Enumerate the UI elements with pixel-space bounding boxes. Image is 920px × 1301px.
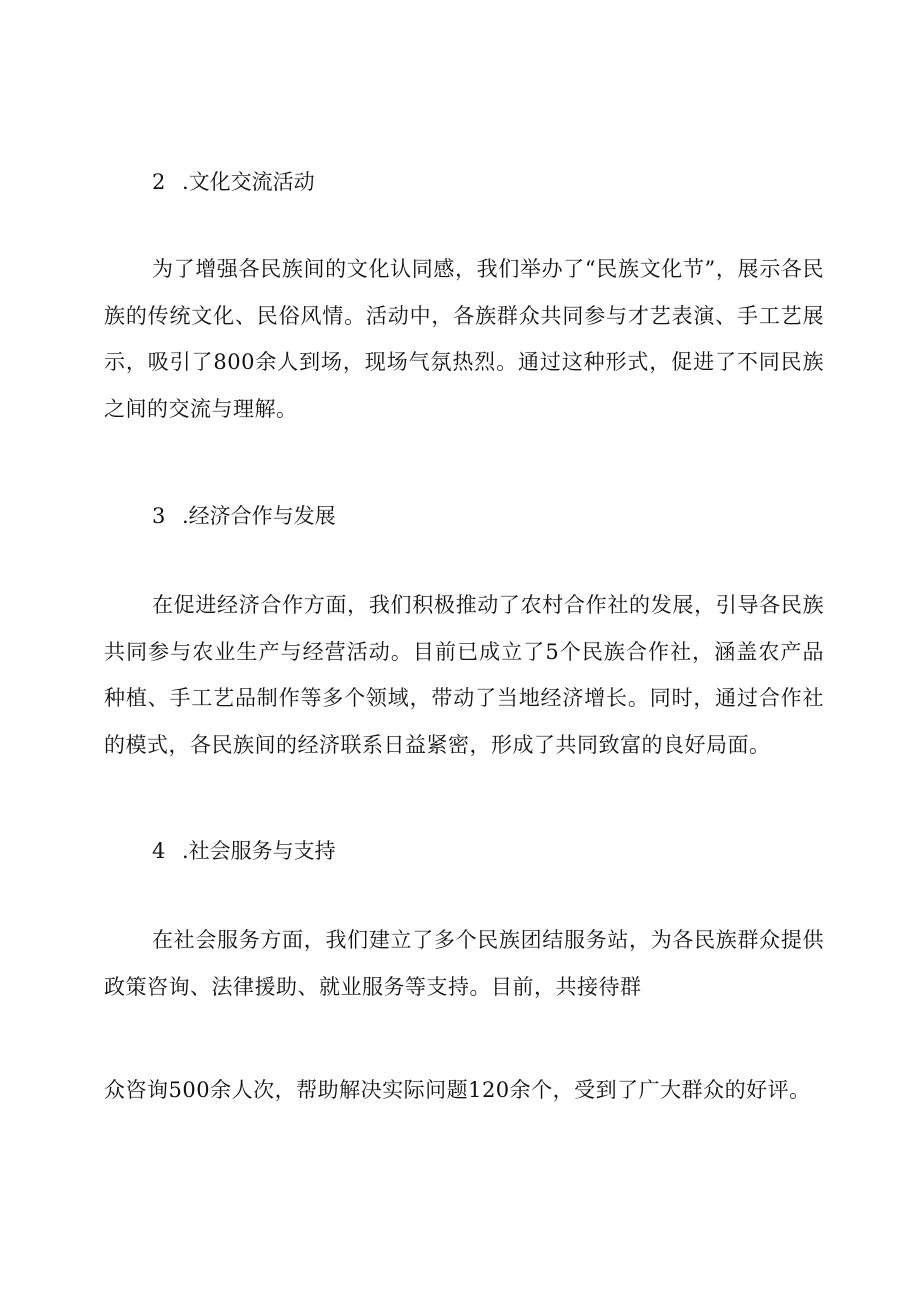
section-title: .经济合作与发展 [182, 504, 336, 528]
section-paragraph-2: 为了增强各民族间的文化认同感，我们举办了“民族文化节”，展示各民族的传统文化、民俗风情。活动中，各族群众共同参与才艺表演、手工艺展示，吸引了800余人到场，现场气氛热烈。通过这种形式，促进了不同民族之间的交流与理解。 [104, 257, 824, 421]
section-title: .社会服务与支持 [182, 839, 336, 863]
section-number: 3 [152, 504, 166, 528]
section-number: 4 [152, 839, 166, 863]
section-paragraph-4-continuation: 众咨询500余人次，帮助解决实际问题120余个，受到了广大群众的好评。 [104, 1078, 811, 1102]
section-heading-4 [152, 836, 336, 866]
section-number: 2 [152, 170, 166, 194]
section-title: .文化交流活动 [182, 170, 315, 194]
section-paragraph-4: 在社会服务方面，我们建立了多个民族团结服务站，为各民族群众提供政策咨询、法律援助、就业服务等支持。目前，共接待群 [104, 928, 824, 999]
section-heading-2 [152, 167, 315, 197]
section-paragraph-3: 在促进经济合作方面，我们积极推动了农村合作社的发展，引导各民族共同参与农业生产与经营活动。目前已成立了5个民族合作社，涵盖农产品种植、手工艺品制作等多个领域，带动了当地经济增长。同时，通过合作社的模式，各民族间的经济联系日益紧密，形成了共同致富的良好局面。 [104, 593, 824, 757]
section-heading-3 [152, 501, 336, 531]
